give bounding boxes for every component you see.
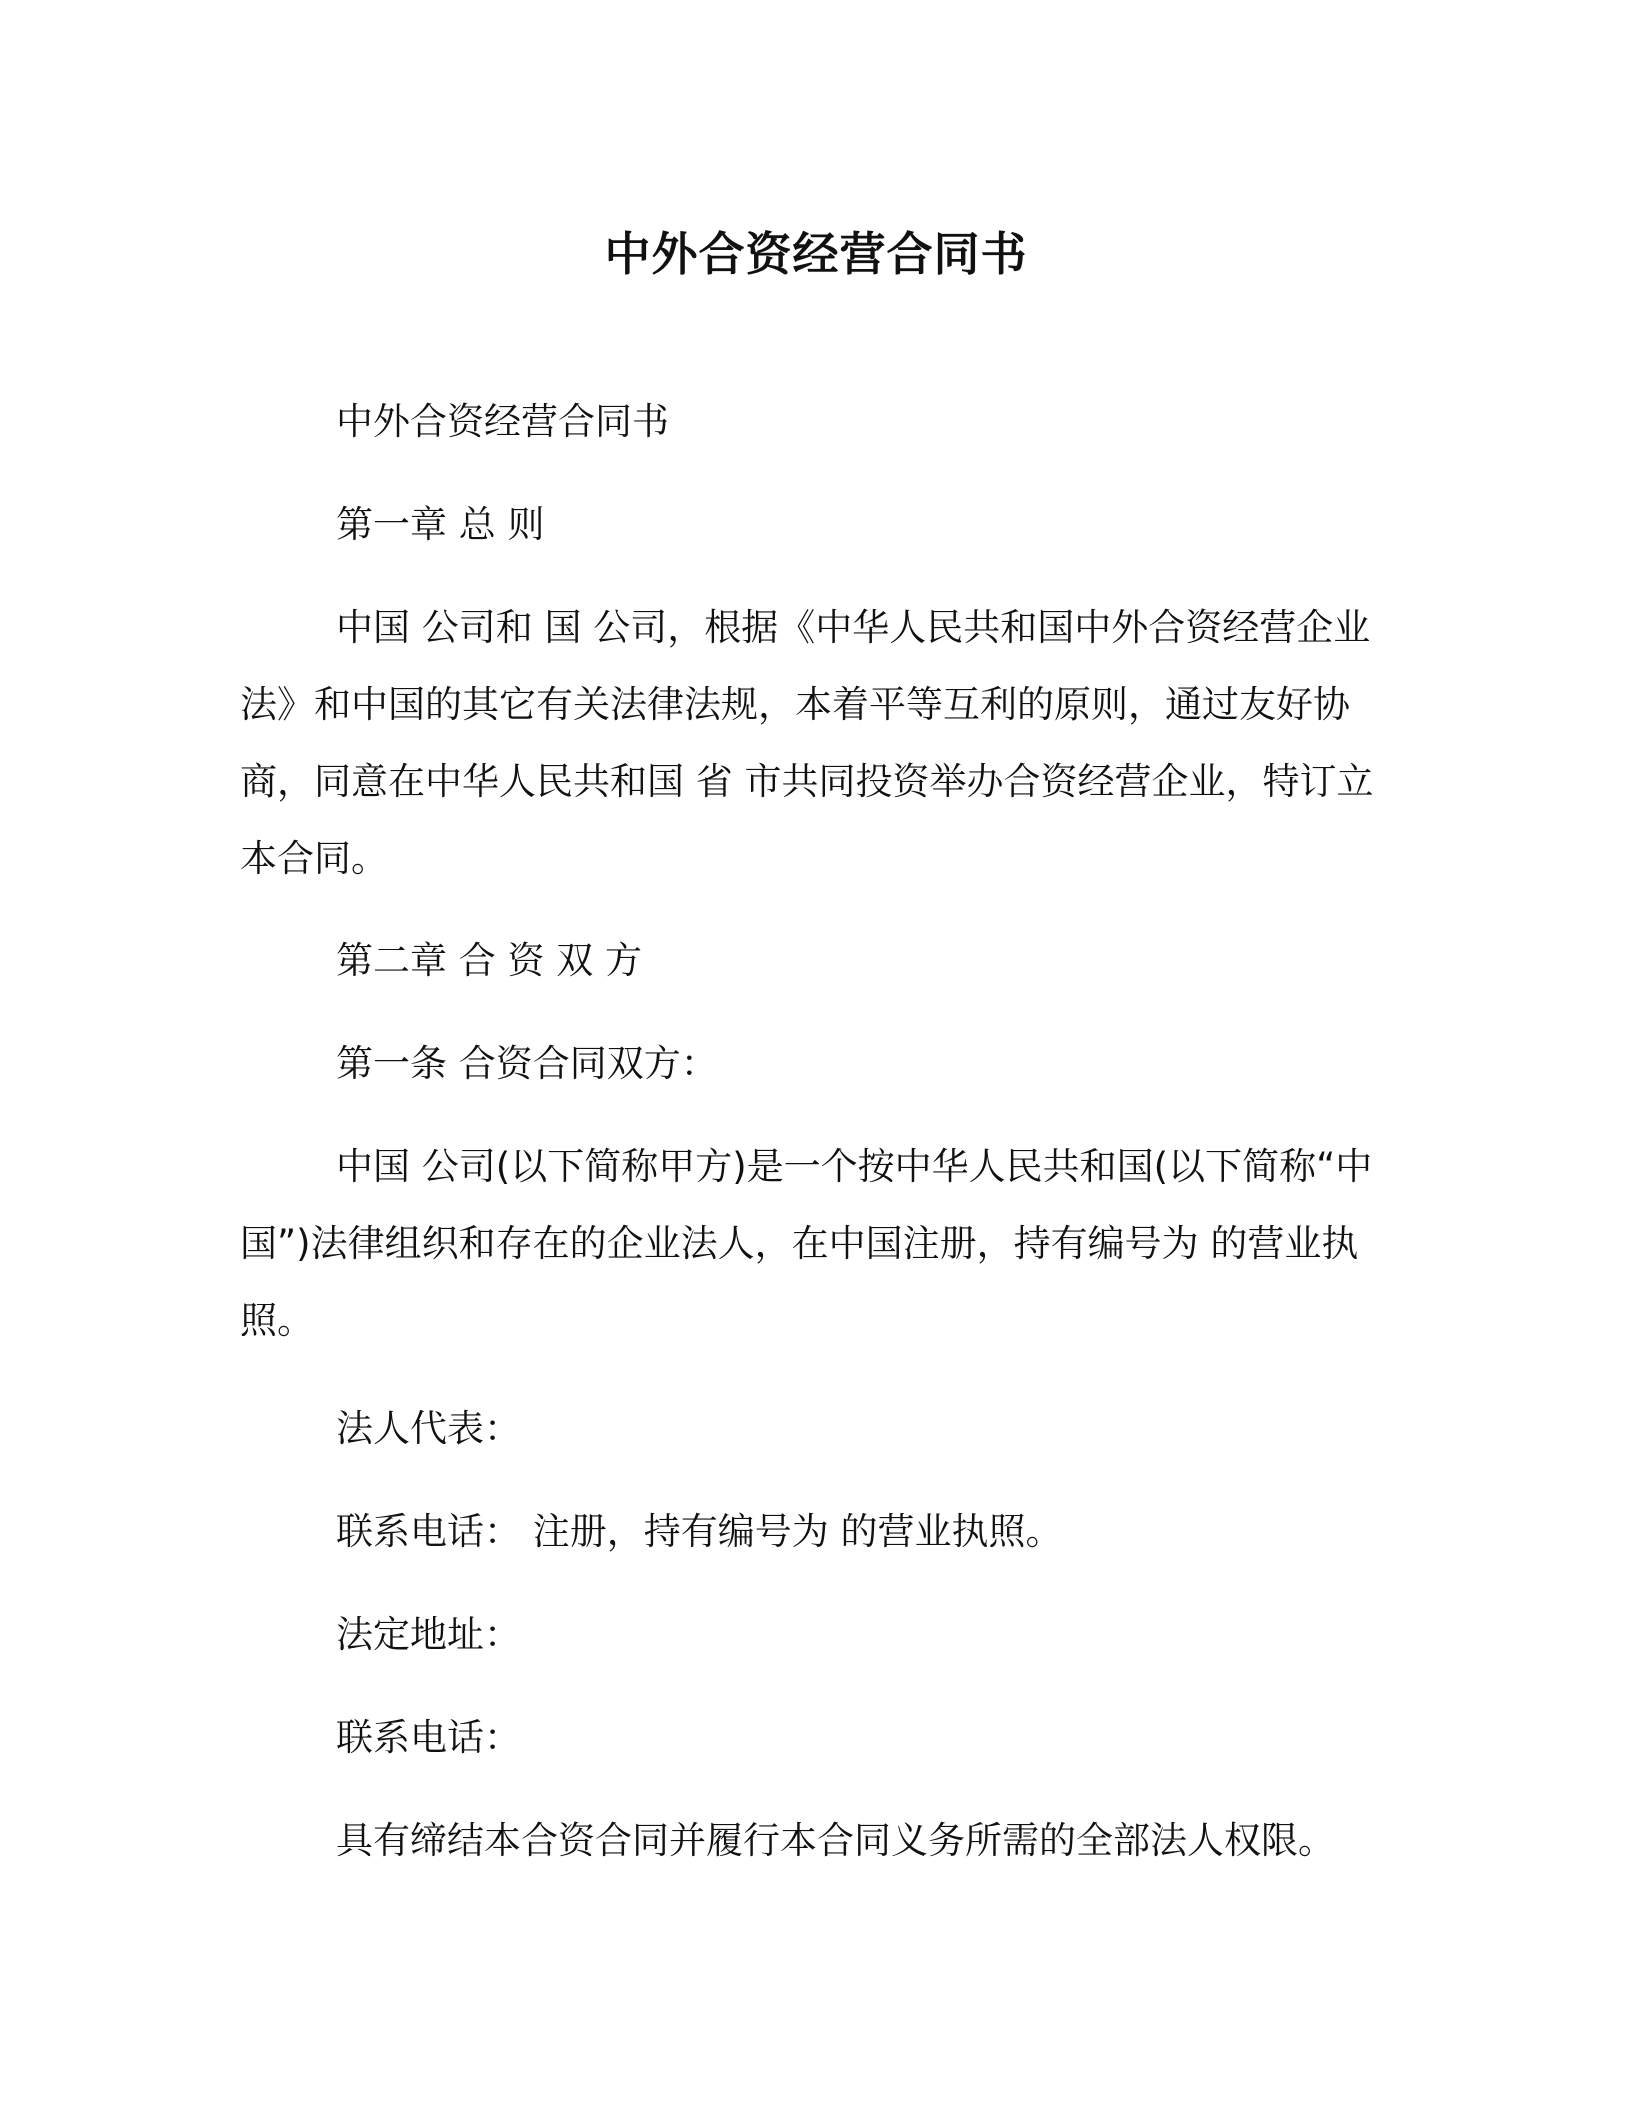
legal-address-label: 法定地址： [336, 1613, 521, 1656]
document-title: 中外合资经营合同书 [604, 227, 1028, 281]
chapter-2-heading: 第二章 合 资 双 方 [336, 939, 643, 982]
contact-phone-line-2: 联系电话： [336, 1716, 521, 1759]
document-subtitle: 中外合资经营合同书 [336, 400, 669, 443]
authority-statement: 具有缔结本合资合同并履行本合同义务所需的全部法人权限。 [336, 1819, 1335, 1862]
chapter-1-paragraph: 中国 公司和 国 公司，根据《中华人民共和国中外合资经营企业法》和中国的其它有关法律法规，本着平等互利的原则，通过友好协商，同意在中华人民共和国 省 市共同投资举办合资经营企业，特订立本合同。 [240, 606, 1374, 880]
chapter-1-heading: 第一章 总 则 [336, 503, 545, 546]
contact-phone-line-1: 联系电话： 注册，持有编号为 的营业执照。 [336, 1510, 1063, 1553]
article-1-heading: 第一条 合资合同双方： [336, 1042, 718, 1085]
party-a-paragraph: 中国 公司(以下简称甲方)是一个按中华人民共和国(以下简称“中国”)法律组织和存在的企业法人，在中国注册，持有编号为 的营业执照。 [240, 1145, 1373, 1342]
legal-representative-label: 法人代表： [336, 1407, 521, 1450]
